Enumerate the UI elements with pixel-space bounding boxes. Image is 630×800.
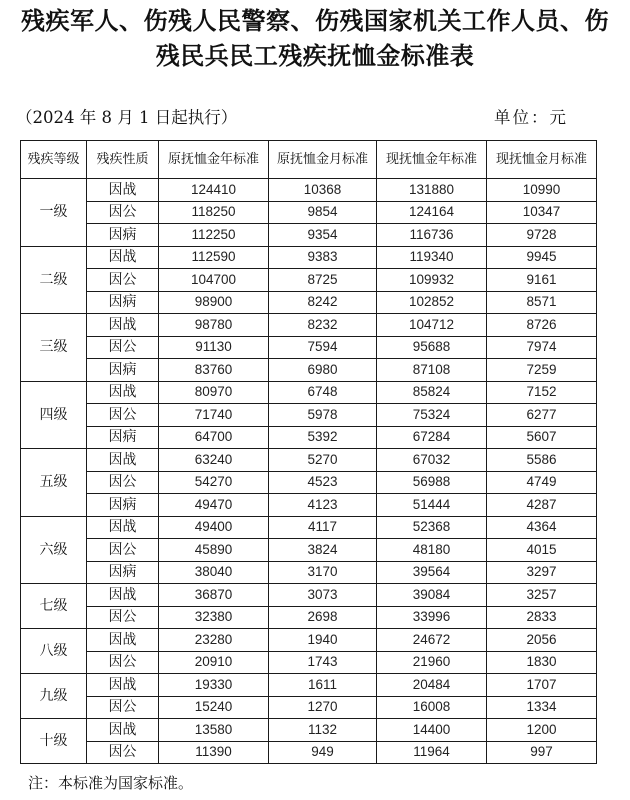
original-monthly-cell: 1940 xyxy=(269,629,377,652)
original-annual-cell: 23280 xyxy=(159,629,269,652)
table-row xyxy=(21,201,597,224)
original-annual-cell: 124410 xyxy=(159,179,269,202)
table-row xyxy=(21,539,597,562)
original-monthly-cell: 4123 xyxy=(269,494,377,517)
table-row xyxy=(21,426,597,449)
disability-level-cell: 十级 xyxy=(21,719,87,764)
original-monthly-cell: 4117 xyxy=(269,516,377,539)
disability-nature-cell: 因公 xyxy=(87,651,159,674)
original-monthly-cell: 4523 xyxy=(269,471,377,494)
table-row xyxy=(21,246,597,269)
original-annual-cell: 38040 xyxy=(159,561,269,584)
original-monthly-cell: 2698 xyxy=(269,606,377,629)
current-monthly-cell: 1200 xyxy=(487,719,597,742)
original-annual-cell: 54270 xyxy=(159,471,269,494)
table-row xyxy=(21,696,597,719)
disability-nature-cell: 因病 xyxy=(87,224,159,247)
original-monthly-cell: 3170 xyxy=(269,561,377,584)
current-annual-cell: 104712 xyxy=(377,314,487,337)
table-row xyxy=(21,471,597,494)
original-monthly-cell: 8725 xyxy=(269,269,377,292)
current-monthly-cell: 7259 xyxy=(487,359,597,382)
disability-nature-cell: 因公 xyxy=(87,606,159,629)
original-annual-cell: 64700 xyxy=(159,426,269,449)
original-monthly-cell: 5392 xyxy=(269,426,377,449)
original-annual-cell: 49400 xyxy=(159,516,269,539)
original-monthly-cell: 9354 xyxy=(269,224,377,247)
table-header xyxy=(21,141,597,179)
current-annual-cell: 48180 xyxy=(377,539,487,562)
current-annual-cell: 56988 xyxy=(377,471,487,494)
current-monthly-cell: 4015 xyxy=(487,539,597,562)
table-body xyxy=(21,179,597,764)
disability-level-cell: 九级 xyxy=(21,674,87,719)
current-annual-cell: 124164 xyxy=(377,201,487,224)
disability-nature-cell: 因战 xyxy=(87,516,159,539)
table-row xyxy=(21,179,597,202)
disability-nature-cell: 因战 xyxy=(87,674,159,697)
disability-level-cell: 五级 xyxy=(21,449,87,517)
current-annual-cell: 16008 xyxy=(377,696,487,719)
original-annual-cell: 80970 xyxy=(159,381,269,404)
table-row xyxy=(21,494,597,517)
original-annual-cell: 63240 xyxy=(159,449,269,472)
current-annual-cell: 85824 xyxy=(377,381,487,404)
original-annual-cell: 36870 xyxy=(159,584,269,607)
current-monthly-cell: 2833 xyxy=(487,606,597,629)
original-annual-cell: 71740 xyxy=(159,404,269,427)
table-row xyxy=(21,224,597,247)
header-current-annual-standard: 现抚恤金年标准 xyxy=(377,141,487,179)
original-annual-cell: 45890 xyxy=(159,539,269,562)
table-row xyxy=(21,381,597,404)
footnote: 注：本标准为国家标准。 xyxy=(28,774,194,792)
table-row xyxy=(21,584,597,607)
original-monthly-cell: 1132 xyxy=(269,719,377,742)
original-annual-cell: 98900 xyxy=(159,291,269,314)
current-annual-cell: 102852 xyxy=(377,291,487,314)
disability-nature-cell: 因公 xyxy=(87,741,159,764)
original-annual-cell: 11390 xyxy=(159,741,269,764)
original-annual-cell: 32380 xyxy=(159,606,269,629)
current-monthly-cell: 10347 xyxy=(487,201,597,224)
current-annual-cell: 95688 xyxy=(377,336,487,359)
original-monthly-cell: 3073 xyxy=(269,584,377,607)
original-annual-cell: 112250 xyxy=(159,224,269,247)
table-row xyxy=(21,359,597,382)
disability-level-cell: 二级 xyxy=(21,246,87,314)
disability-level-cell: 三级 xyxy=(21,314,87,382)
original-annual-cell: 112590 xyxy=(159,246,269,269)
current-monthly-cell: 8571 xyxy=(487,291,597,314)
disability-nature-cell: 因战 xyxy=(87,246,159,269)
current-annual-cell: 14400 xyxy=(377,719,487,742)
original-annual-cell: 13580 xyxy=(159,719,269,742)
current-monthly-cell: 9161 xyxy=(487,269,597,292)
current-annual-cell: 87108 xyxy=(377,359,487,382)
pension-standards-table xyxy=(20,140,597,764)
current-annual-cell: 51444 xyxy=(377,494,487,517)
table-row xyxy=(21,516,597,539)
table-row xyxy=(21,561,597,584)
title-line-1: 残疾军人、伤残人民警察、伤残国家机关工作人员、伤 xyxy=(21,6,609,35)
current-annual-cell: 109932 xyxy=(377,269,487,292)
current-monthly-cell: 4364 xyxy=(487,516,597,539)
original-annual-cell: 91130 xyxy=(159,336,269,359)
table-row xyxy=(21,606,597,629)
original-annual-cell: 15240 xyxy=(159,696,269,719)
disability-nature-cell: 因战 xyxy=(87,449,159,472)
current-monthly-cell: 3257 xyxy=(487,584,597,607)
table-row xyxy=(21,741,597,764)
disability-nature-cell: 因战 xyxy=(87,314,159,337)
disability-nature-cell: 因公 xyxy=(87,404,159,427)
current-annual-cell: 119340 xyxy=(377,246,487,269)
unit-label: 单位：元 xyxy=(494,108,568,127)
original-monthly-cell: 7594 xyxy=(269,336,377,359)
disability-nature-cell: 因战 xyxy=(87,381,159,404)
current-annual-cell: 11964 xyxy=(377,741,487,764)
disability-nature-cell: 因公 xyxy=(87,471,159,494)
original-monthly-cell: 8232 xyxy=(269,314,377,337)
original-monthly-cell: 10368 xyxy=(269,179,377,202)
original-annual-cell: 104700 xyxy=(159,269,269,292)
current-monthly-cell: 4287 xyxy=(487,494,597,517)
current-annual-cell: 131880 xyxy=(377,179,487,202)
header-disability-nature: 残疾性质 xyxy=(87,141,159,179)
disability-nature-cell: 因公 xyxy=(87,539,159,562)
original-annual-cell: 118250 xyxy=(159,201,269,224)
disability-nature-cell: 因战 xyxy=(87,629,159,652)
current-annual-cell: 75324 xyxy=(377,404,487,427)
current-monthly-cell: 3297 xyxy=(487,561,597,584)
table-row xyxy=(21,651,597,674)
current-monthly-cell: 9728 xyxy=(487,224,597,247)
original-annual-cell: 19330 xyxy=(159,674,269,697)
original-monthly-cell: 1743 xyxy=(269,651,377,674)
original-annual-cell: 20910 xyxy=(159,651,269,674)
table-row xyxy=(21,449,597,472)
table-row xyxy=(21,269,597,292)
current-monthly-cell: 1830 xyxy=(487,651,597,674)
disability-nature-cell: 因病 xyxy=(87,494,159,517)
header-disability-level: 残疾等级 xyxy=(21,141,87,179)
header-current-monthly-standard: 现抚恤金月标准 xyxy=(487,141,597,179)
current-annual-cell: 67032 xyxy=(377,449,487,472)
disability-nature-cell: 因公 xyxy=(87,269,159,292)
disability-nature-cell: 因战 xyxy=(87,584,159,607)
original-monthly-cell: 6748 xyxy=(269,381,377,404)
current-annual-cell: 39084 xyxy=(377,584,487,607)
disability-nature-cell: 因病 xyxy=(87,561,159,584)
current-monthly-cell: 7152 xyxy=(487,381,597,404)
table-row xyxy=(21,719,597,742)
current-monthly-cell: 997 xyxy=(487,741,597,764)
current-monthly-cell: 7974 xyxy=(487,336,597,359)
disability-nature-cell: 因病 xyxy=(87,359,159,382)
original-monthly-cell: 949 xyxy=(269,741,377,764)
disability-nature-cell: 因公 xyxy=(87,696,159,719)
original-monthly-cell: 1611 xyxy=(269,674,377,697)
table-row xyxy=(21,291,597,314)
disability-nature-cell: 因病 xyxy=(87,426,159,449)
original-annual-cell: 49470 xyxy=(159,494,269,517)
current-monthly-cell: 10990 xyxy=(487,179,597,202)
table-row xyxy=(21,629,597,652)
current-annual-cell: 39564 xyxy=(377,561,487,584)
disability-nature-cell: 因公 xyxy=(87,201,159,224)
disability-nature-cell: 因公 xyxy=(87,336,159,359)
current-monthly-cell: 1707 xyxy=(487,674,597,697)
original-monthly-cell: 9854 xyxy=(269,201,377,224)
table-row xyxy=(21,336,597,359)
current-annual-cell: 24672 xyxy=(377,629,487,652)
table-row xyxy=(21,404,597,427)
header-original-annual-standard: 原抚恤金年标准 xyxy=(159,141,269,179)
current-annual-cell: 52368 xyxy=(377,516,487,539)
current-monthly-cell: 5607 xyxy=(487,426,597,449)
disability-level-cell: 一级 xyxy=(21,179,87,247)
disability-nature-cell: 因战 xyxy=(87,719,159,742)
table-row xyxy=(21,314,597,337)
current-annual-cell: 21960 xyxy=(377,651,487,674)
original-monthly-cell: 1270 xyxy=(269,696,377,719)
original-monthly-cell: 9383 xyxy=(269,246,377,269)
current-annual-cell: 67284 xyxy=(377,426,487,449)
current-monthly-cell: 4749 xyxy=(487,471,597,494)
original-monthly-cell: 8242 xyxy=(269,291,377,314)
title-line-2: 残民兵民工残疾抚恤金标准表 xyxy=(155,41,475,70)
original-annual-cell: 98780 xyxy=(159,314,269,337)
disability-level-cell: 八级 xyxy=(21,629,87,674)
current-annual-cell: 116736 xyxy=(377,224,487,247)
disability-level-cell: 六级 xyxy=(21,516,87,584)
effective-date: （2024 年 8 月 1 日起执行） xyxy=(16,108,238,127)
current-monthly-cell: 8726 xyxy=(487,314,597,337)
disability-level-cell: 七级 xyxy=(21,584,87,629)
table-row xyxy=(21,674,597,697)
current-monthly-cell: 1334 xyxy=(487,696,597,719)
original-monthly-cell: 3824 xyxy=(269,539,377,562)
original-monthly-cell: 5270 xyxy=(269,449,377,472)
current-monthly-cell: 6277 xyxy=(487,404,597,427)
header-row xyxy=(21,141,597,179)
original-annual-cell: 83760 xyxy=(159,359,269,382)
disability-nature-cell: 因病 xyxy=(87,291,159,314)
disability-level-cell: 四级 xyxy=(21,381,87,449)
original-monthly-cell: 6980 xyxy=(269,359,377,382)
current-monthly-cell: 9945 xyxy=(487,246,597,269)
header-original-monthly-standard: 原抚恤金月标准 xyxy=(269,141,377,179)
current-annual-cell: 33996 xyxy=(377,606,487,629)
current-monthly-cell: 2056 xyxy=(487,629,597,652)
current-annual-cell: 20484 xyxy=(377,674,487,697)
current-monthly-cell: 5586 xyxy=(487,449,597,472)
original-monthly-cell: 5978 xyxy=(269,404,377,427)
document-title xyxy=(0,3,630,73)
disability-nature-cell: 因战 xyxy=(87,179,159,202)
